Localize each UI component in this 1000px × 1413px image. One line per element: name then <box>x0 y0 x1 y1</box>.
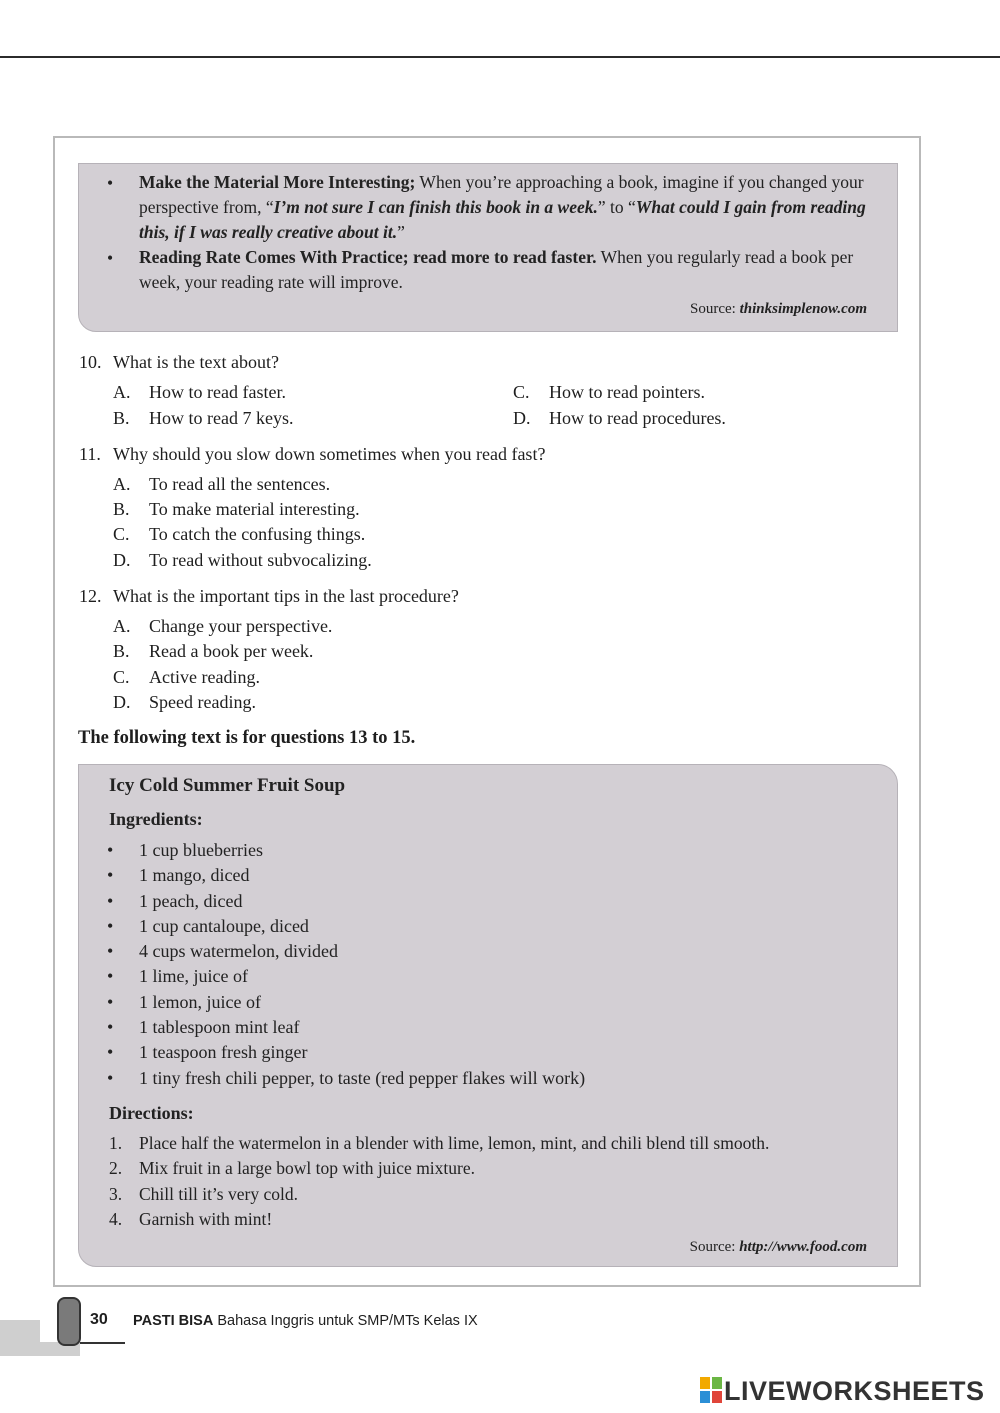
tip-text: When you regularly read a book <box>600 247 827 267</box>
tip-text: your perspective from, “ <box>139 172 864 217</box>
bullet: • <box>107 173 114 193</box>
page-tab-marker <box>57 1297 81 1346</box>
bullet: • <box>107 248 114 268</box>
ingredient-item: • 1 tiny fresh chili pepper, to taste (red pepper flakes will work) <box>107 1068 586 1088</box>
page-number: 30 <box>90 1311 108 1328</box>
footer-decoration <box>0 1320 40 1356</box>
ingredient-item: • 4 cups watermelon, divided <box>107 941 338 961</box>
answer-option[interactable]: B. Read a book per week. <box>113 641 314 661</box>
tips-source: Source: thinksimplenow.com <box>690 301 867 317</box>
source-link: thinksimplenow.com <box>739 301 867 317</box>
ingredient-item: • 1 peach, diced <box>107 891 243 911</box>
ingredient-item: • 1 teaspoon fresh ginger <box>107 1042 308 1062</box>
tip-text: per week, your reading rate will improve. <box>139 247 854 292</box>
answer-option[interactable]: D. How to read procedures. <box>513 408 726 428</box>
liveworksheets-watermark <box>700 1376 985 1407</box>
answer-option[interactable]: A. Change your perspective. <box>113 616 333 636</box>
direction-step: 2. Mix fruit in a large bowl top with juice mixture. <box>109 1158 476 1178</box>
answer-option[interactable]: C. Active reading. <box>113 667 260 687</box>
ingredient-item: • 1 cup cantaloupe, diced <box>107 916 309 936</box>
reading-tips-box <box>78 163 898 332</box>
tip-text: When you’re approaching a book, imagine if you changed <box>419 172 828 192</box>
tip-quote: reading this, if I was really creative about it. <box>139 197 866 242</box>
answer-option[interactable]: C. How to read pointers. <box>513 382 705 402</box>
recipe-title: Icy Cold Summer Fruit Soup <box>109 775 346 796</box>
direction-step: 1. Place half the watermelon in a blender with lime, lemon, mint, and chili blend till smooth. <box>109 1133 770 1153</box>
recipe-box <box>78 764 898 1267</box>
question-11: 11. Why should you slow down sometimes when you read fast? <box>79 444 546 464</box>
answer-option[interactable]: D. Speed reading. <box>113 692 256 712</box>
ingredient-item: • 1 lime, juice of <box>107 966 248 986</box>
answer-option[interactable]: A. How to read faster. <box>113 382 286 402</box>
tip-quote: What could I gain from <box>635 197 806 217</box>
tip-text: ” <box>397 222 405 242</box>
question-10: 10. What is the text about? <box>79 352 279 372</box>
tip-reading-rate <box>139 245 867 295</box>
source-link: http://www.food.com <box>739 1239 867 1255</box>
ingredient-item: • 1 tablespoon mint leaf <box>107 1017 300 1037</box>
answer-option[interactable]: C. To catch the confusing things. <box>113 524 366 544</box>
answer-option[interactable]: B. To make material interesting. <box>113 499 360 519</box>
answer-option[interactable]: A. To read all the sentences. <box>113 474 331 494</box>
tip-text: ” to “ <box>597 197 636 217</box>
section-heading: The following text is for questions 13 to 15. <box>78 728 416 748</box>
question-12: 12. What is the important tips in the last procedure? <box>79 586 459 606</box>
tip-quote: I’m not sure I can finish this book in a week. <box>273 197 598 217</box>
book-title: PASTI BISA Bahasa Inggris untuk SMP/MTs Kelas IX <box>133 1313 478 1329</box>
ingredient-item: • 1 mango, diced <box>107 865 250 885</box>
liveworksheets-logo-icon <box>700 1377 722 1403</box>
ingredients-label: Ingredients: <box>109 809 203 829</box>
answer-option[interactable]: B. How to read 7 keys. <box>113 408 294 428</box>
watermark-text: LIVEWORKSHEETS <box>724 1376 985 1406</box>
tip-title: Reading Rate Comes With Practice; read more to read faster. <box>139 247 597 267</box>
direction-step: 4. Garnish with mint! <box>109 1209 273 1229</box>
tip-make-material-interesting <box>139 170 867 245</box>
recipe-source: Source: http://www.food.com <box>689 1239 867 1255</box>
ingredient-item: • 1 cup blueberries <box>107 840 263 860</box>
direction-step: 3. Chill till it’s very cold. <box>109 1184 298 1204</box>
answer-option[interactable]: D. To read without subvocalizing. <box>113 550 372 570</box>
directions-label: Directions: <box>109 1103 194 1123</box>
top-rule <box>0 56 1000 58</box>
ingredient-item: • 1 lemon, juice of <box>107 992 261 1012</box>
tip-title: Make the Material More Interesting; <box>139 172 416 192</box>
footer-rule <box>80 1342 125 1344</box>
